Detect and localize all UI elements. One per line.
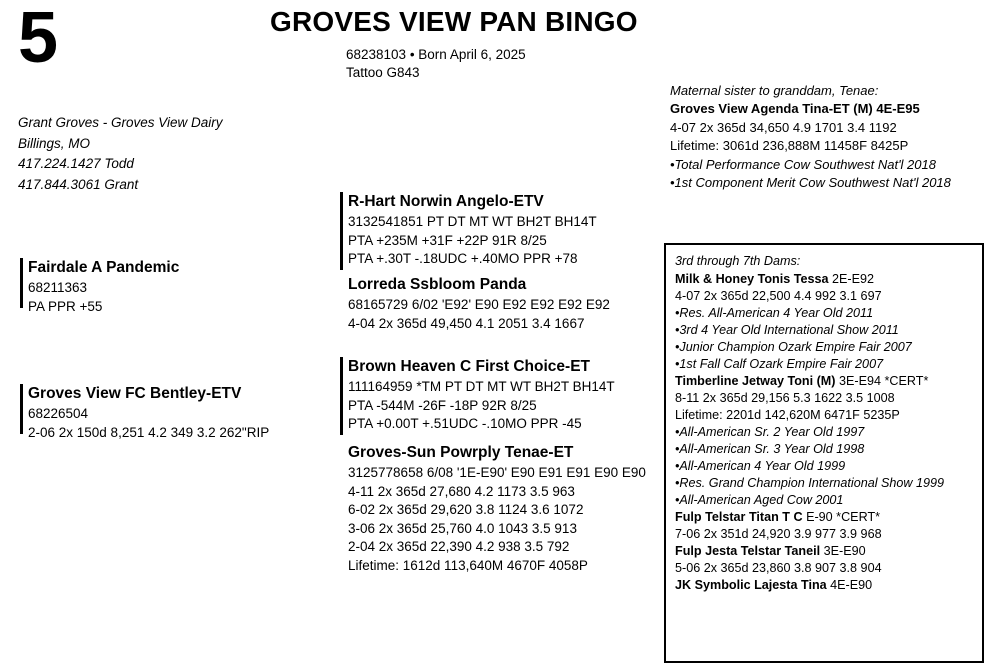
dam-entry-award: •3rd 4 Year Old International Show 2011 (675, 323, 899, 337)
dam-entry (675, 577, 973, 594)
pedigree-bracket-dam-parents (340, 357, 343, 435)
consignor-phone-1: 417.224.1427 Todd (18, 156, 134, 172)
dams-box-header: 3rd through 7th Dams: (675, 254, 801, 268)
dam-entry-record: Lifetime: 2201d 142,620M 6471F 5235P (675, 408, 900, 422)
dam-entry-name: JK Symbolic Lajesta Tina 4E-E90 (675, 578, 873, 592)
pedigree-sire-line-2: PA PPR +55 (28, 298, 103, 314)
dam-entry-award: •All-American Sr. 2 Year Old 1997 (675, 425, 865, 439)
pedigree-sire-line-1: 68211363 (28, 279, 88, 295)
pedigree-dam (28, 384, 338, 442)
dams-entry-list (675, 271, 973, 594)
pedigree-dam-dam-line-6: Lifetime: 1612d 113,640M 4670F 4058P (348, 558, 588, 574)
pedigree-dam-line-1: 68226504 (28, 405, 89, 421)
pedigree-sire-name: Fairdale A Pandemic (28, 259, 180, 276)
pedigree-dam-sire (348, 357, 648, 434)
maternal-note-record-2: Lifetime: 3061d 236,888M 11458F 8425P (670, 138, 909, 154)
pedigree-dam-sire-line-1: 111164959 *TM PT DT MT WT BH2T BH14T (348, 378, 615, 394)
dam-entry-award: •All-American 4 Year Old 1999 (675, 459, 846, 473)
maternal-note-header: Maternal sister to granddam, Tenae: (670, 83, 879, 98)
pedigree-bracket-sire (20, 258, 23, 308)
lot-number: 5 (18, 0, 57, 78)
dam-entry-award: •1st Fall Calf Ozark Empire Fair 2007 (675, 357, 884, 371)
pedigree-dam-dam-line-4: 3-06 2x 365d 25,760 4.0 1043 3.5 913 (348, 520, 577, 536)
consignor-farm: Grant Groves - Groves View Dairy (18, 115, 223, 130)
pedigree-sire-dam-line-1: 68165729 6/02 'E92' E90 E92 E92 E92 E92 (348, 296, 610, 312)
animal-registration: 68238103 • Born April 6, 2025 (346, 47, 526, 62)
dam-entry-name: Fulp Jesta Telstar Taneil 3E-E90 (675, 544, 866, 558)
maternal-note-name: Groves View Agenda Tina-ET (M) 4E-E95 (670, 101, 920, 117)
dam-entry-classification: 4E-E90 (830, 578, 873, 592)
maternal-sister-note (670, 82, 990, 193)
pedigree-sire-dam-line-2: 4-04 2x 365d 49,450 4.1 2051 3.4 1667 (348, 315, 585, 331)
pedigree-bracket-sire-parents (340, 192, 343, 270)
pedigree-dam-dam-line-1: 3125778658 6/08 '1E-E90' E90 E91 E91 E90 E90 (348, 464, 646, 480)
dam-entry (675, 373, 973, 509)
dam-entry-award: •Res. All-American 4 Year Old 2011 (675, 306, 874, 320)
maternal-note-record-1: 4-07 2x 365d 34,650 4.9 1701 3.4 1192 (670, 119, 897, 135)
dam-entry-record: 5-06 2x 365d 23,860 3.8 907 3.8 904 (675, 561, 882, 575)
pedigree-sire-sire-line-1: 3132541851 PT DT MT WT BH2T BH14T (348, 213, 597, 229)
dam-entry (675, 271, 973, 373)
pedigree-sire-sire-line-2: PTA +235M +31F +22P 91R 8/25 (348, 232, 547, 248)
pedigree-dam-sire-name: Brown Heaven C First Choice-ET (348, 358, 591, 375)
dam-entry-classification: E-90 *CERT* (806, 510, 881, 524)
pedigree-dam-sire-line-2: PTA -544M -26F -18P 92R 8/25 (348, 397, 537, 413)
pedigree-bracket-dam (20, 384, 23, 434)
pedigree-dam-sire-line-3: PTA +0.00T +.51UDC -.10MO PPR -45 (348, 416, 582, 432)
dam-entry-classification: 2E-E92 (832, 272, 875, 286)
pedigree-dam-name: Groves View FC Bentley-ETV (28, 385, 242, 402)
pedigree-dam-dam-name: Groves-Sun Powrply Tenae-ET (348, 444, 574, 461)
dam-entry-name: Fulp Telstar Titan T C E-90 *CERT* (675, 510, 881, 524)
pedigree-dam-dam-line-5: 2-04 2x 365d 22,390 4.2 938 3.5 792 (348, 539, 570, 555)
ancestor-dams-box (664, 243, 984, 663)
pedigree-sire-sire-line-3: PTA +.30T -.18UDC +.40MO PPR +78 (348, 251, 578, 267)
consignor-block (18, 113, 223, 195)
dam-entry-award: •Junior Champion Ozark Empire Fair 2007 (675, 340, 912, 354)
maternal-note-award-1: •Total Performance Cow Southwest Nat'l 2018 (670, 156, 936, 172)
pedigree-sire-dam-name: Lorreda Ssbloom Panda (348, 276, 527, 293)
pedigree-sire-sire (348, 192, 648, 269)
dam-entry-award: •All-American Sr. 3 Year Old 1998 (675, 442, 865, 456)
pedigree-sire (28, 258, 328, 316)
pedigree-sire-sire-name: R-Hart Norwin Angelo-ETV (348, 193, 544, 210)
dam-entry-classification: 3E-E90 (823, 544, 866, 558)
animal-tattoo: Tattoo G843 (346, 65, 420, 80)
dam-entry-record: 8-11 2x 365d 29,156 5.3 1622 3.5 1008 (675, 391, 895, 405)
page-title: GROVES VIEW PAN BINGO (270, 6, 638, 37)
pedigree-dam-line-2: 2-06 2x 150d 8,251 4.2 349 3.2 262"RIP (28, 424, 270, 440)
pedigree-dam-dam-line-2: 4-11 2x 365d 27,680 4.2 1173 3.5 963 (348, 483, 575, 499)
consignor-phone-2: 417.844.3061 Grant (18, 176, 139, 192)
dam-entry-record: 7-06 2x 351d 24,920 3.9 977 3.9 968 (675, 527, 882, 541)
dam-entry-name: Timberline Jetway Toni (M) 3E-E94 *CERT* (675, 374, 929, 388)
dam-entry-name: Milk & Honey Tonis Tessa 2E-E92 (675, 272, 875, 286)
consignor-city: Billings, MO (18, 135, 91, 151)
dam-entry (675, 543, 973, 577)
dam-entry (675, 509, 973, 543)
pedigree-dam-dam-line-3: 6-02 2x 365d 29,620 3.8 1124 3.6 1072 (348, 502, 584, 518)
dam-entry-award: •Res. Grand Champion International Show 1999 (675, 476, 945, 490)
maternal-note-award-2: •1st Component Merit Cow Southwest Nat'l 2018 (670, 175, 951, 191)
dam-entry-award: •All-American Aged Cow 2001 (675, 493, 844, 507)
dam-entry-classification: 3E-E94 *CERT* (838, 374, 929, 388)
pedigree-sire-dam (348, 275, 648, 333)
dam-entry-record: 4-07 2x 365d 22,500 4.4 992 3.1 697 (675, 289, 882, 303)
pedigree-dam-dam (348, 443, 658, 576)
